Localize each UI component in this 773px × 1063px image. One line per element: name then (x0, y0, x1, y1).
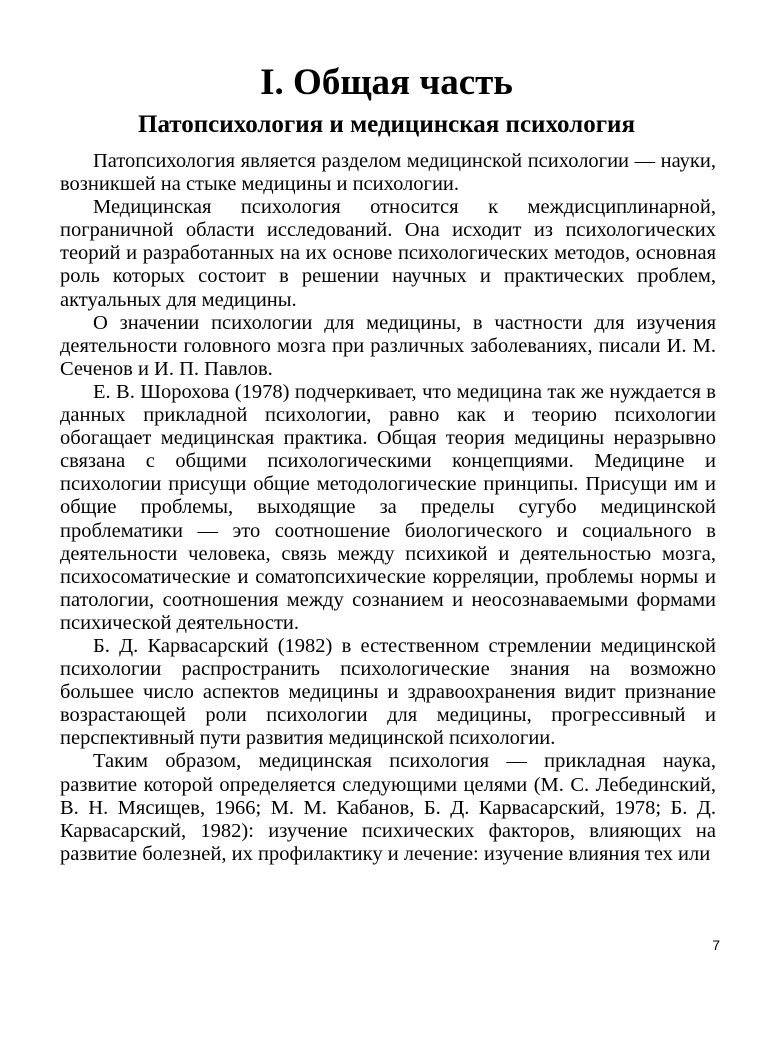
paragraph-2: Медицинская психология относится к междисциплинарной, пограничной области исследований. Она исходит из психологических теорий и разработанных на их основе психологических методов, основная роль которых состоит в решении научных и практических проблем, актуальных для медицины. (60, 196, 716, 311)
section-title: Патопсихология и медицинская психология (138, 111, 635, 138)
paragraph-3: О значении психологии для медицины, в частности для изучения деятельности головного мозга при различных заболеваниях, писали И. М. Сеченов и И. П. Павлов. (60, 311, 716, 380)
paragraph-5: Б. Д. Карвасарский (1982) в естественном стремлении медицинской психологии распространить психологические знания на возможно большее число аспектов медицины и здравоохранения видит признание возрастающей роли психологии для медицины, прогрессивный и перспективный пути развития медицинской психологии. (60, 634, 716, 750)
page-number: 7 (712, 937, 720, 953)
paragraph-4: Е. В. Шорохова (1978) подчеркивает, что медицина так же нуждается в данных прикладной психологии, равно как и теорию психологии обогащает медицинская практика. Общая теория медицины неразрывно связана с общими психологическими концепциями. Медицине и психологии присущи общие методологические принципы. Присущи им и общие проблемы, выходящие за пределы сугубо медицинской проблематики — это соотношение биологического и социального в деятельности человека, связь между психикой и деятельностью мозга, психосоматические и соматопсихические корреляции, проблемы нормы и патологии, соотношения между сознанием и неосознаваемыми формами психической деятельности. (60, 380, 716, 634)
paragraph-1: Патопсихология является разделом медицинской психологии — науки, возникшей на стыке медицины и психологии. (60, 150, 716, 196)
chapter-title: I. Общая часть (260, 62, 513, 103)
paragraph-6: Таким образом, медицинская психология — прикладная наука, развитие которой определяется следующими целями (М. С. Лебединский, В. Н. Мясищев, 1966; М. М. Кабанов, Б. Д. Карвасарский, 1978; Б. Д. Карвасарский, 1982): изучение психических факторов, влияющих на развитие болезней, их профилактику и лечение: изучение влияния тех или (60, 750, 716, 865)
body-text (60, 150, 716, 866)
